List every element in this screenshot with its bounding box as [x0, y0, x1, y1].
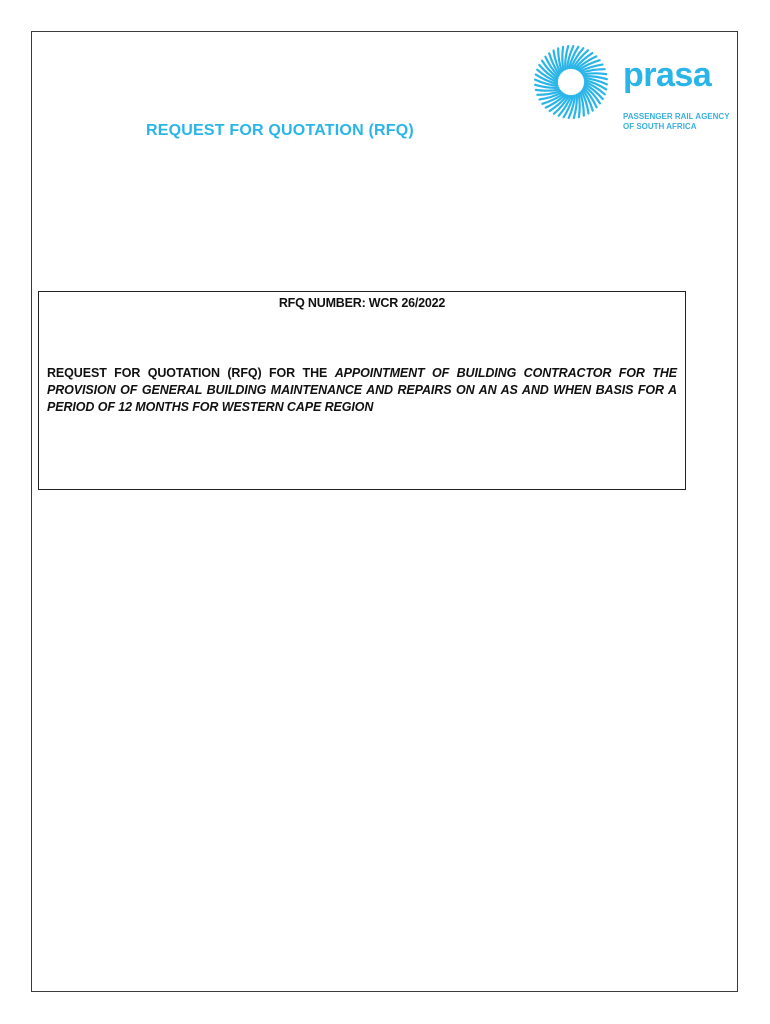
page-border [31, 31, 738, 992]
logo-tagline [623, 112, 730, 132]
sunburst-ray [562, 47, 563, 70]
document-title: REQUEST FOR QUOTATION (RFQ) [146, 122, 414, 139]
rfq-number: RFQ NUMBER: WCR 26/2022 [278, 296, 446, 310]
rfq-details-box [38, 291, 686, 490]
logo-tagline-line2: OF SOUTH AFRICA [623, 122, 697, 131]
logo-tagline-line1: PASSENGER RAIL AGENCY [623, 112, 730, 121]
rfq-description-emphasis: APPOINTMENT OF BUILDING CONTRACTOR FOR THE PROVISION OF GENERAL BUILDING MAINTENANCE AND REPAIRS ON AN AS AND WHEN BASIS FOR A PERIOD OF 12 MONTHS FOR WESTERN CAPE REGION [47, 366, 677, 414]
sunburst-ray [536, 90, 559, 91]
logo-wordmark: prasa [623, 56, 712, 94]
sunburst-ray [579, 94, 580, 117]
sunburst-rings-icon [533, 38, 609, 126]
prasa-logo [533, 38, 730, 131]
sunburst-ray [583, 73, 606, 74]
rfq-description [47, 365, 677, 416]
rfq-description-prefix: REQUEST FOR QUOTATION (RFQ) FOR THE [47, 366, 335, 380]
